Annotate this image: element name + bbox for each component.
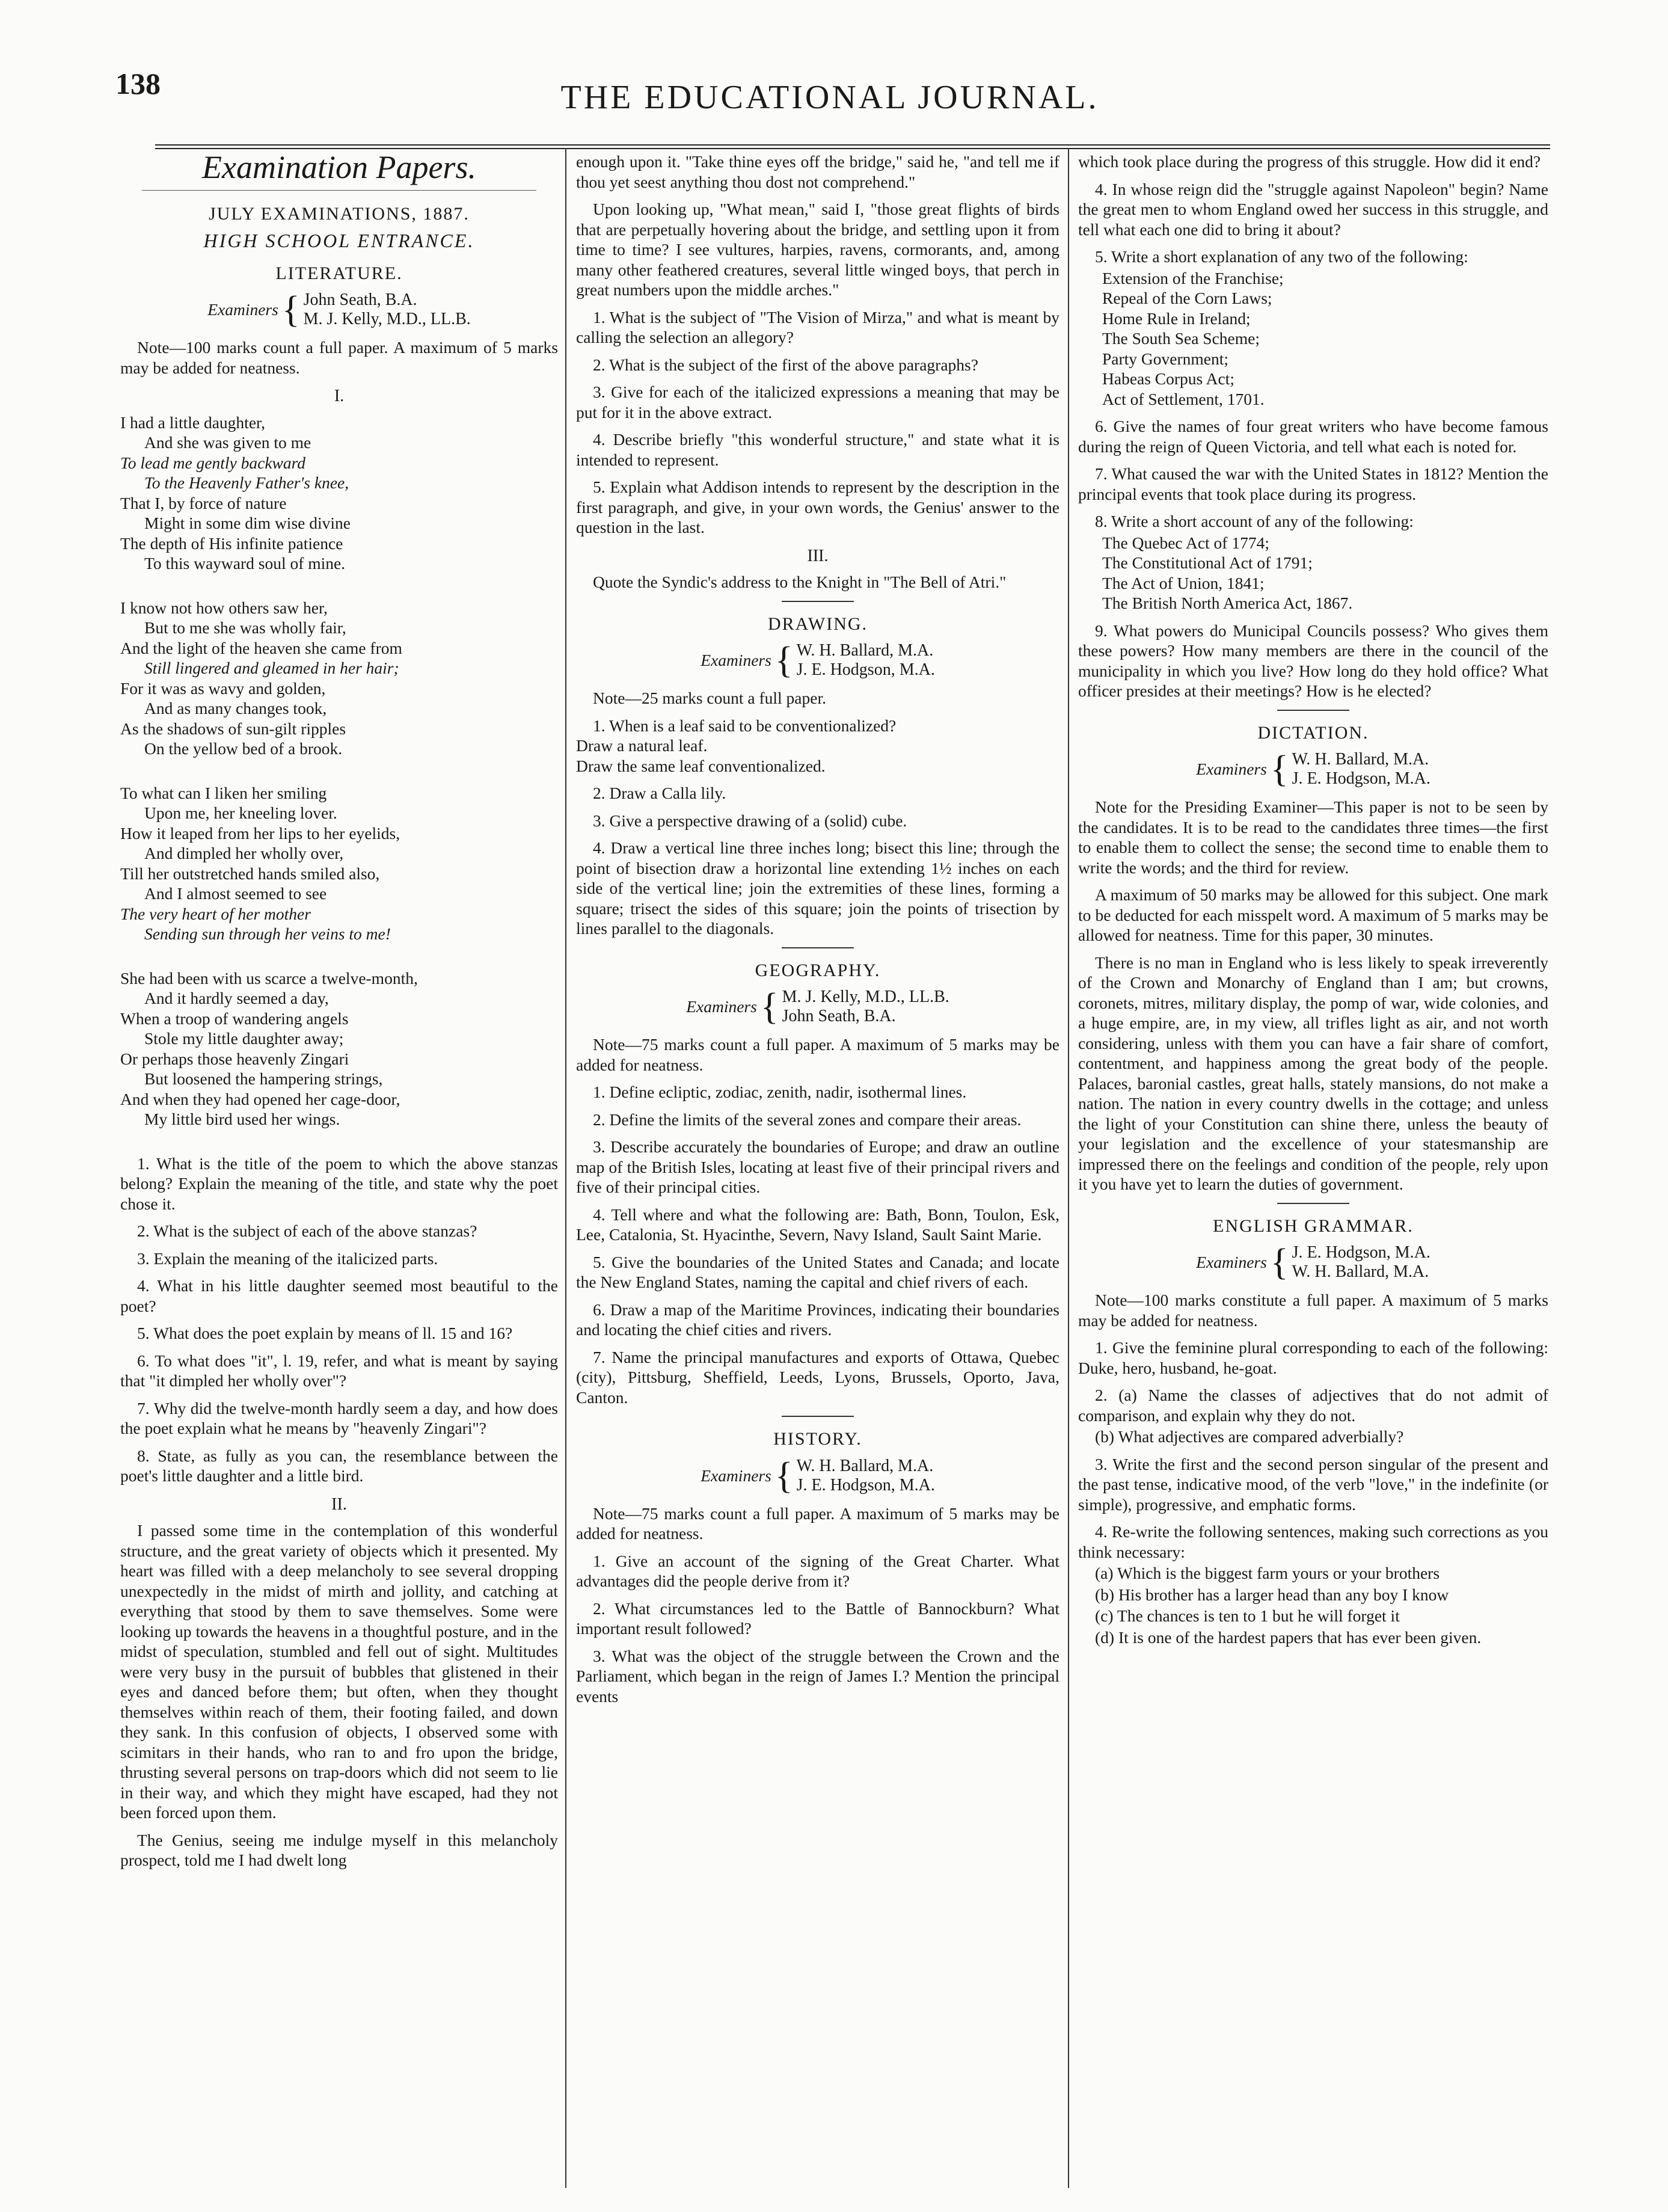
section-rule xyxy=(782,947,854,948)
poem-line: My little bird used her wings. xyxy=(144,1110,340,1128)
note: Note—100 marks constitute a full paper. A maximum of 5 marks may be added for neatness. xyxy=(1078,1291,1548,1330)
prose-paragraph: The Genius, seeing me indulge myself in this melancholy prospect, told me I had dwelt long xyxy=(120,1830,558,1869)
examiner-name: W. H. Ballard, M.A. xyxy=(1292,750,1429,769)
question: 4. In whose reign did the "struggle against Napoleon" begin? Name the great men to whom England owed her success in this struggle, and tell what each one did to bring it about? xyxy=(1078,179,1548,239)
poem-line: When a troop of wandering angels xyxy=(120,1009,349,1028)
item-list xyxy=(1078,268,1548,410)
question: which took place during the progress of this struggle. How did it end? xyxy=(1078,152,1541,171)
list-item: Extension of the Franchise; xyxy=(1102,268,1284,287)
list-item: Home Rule in Ireland; xyxy=(1102,309,1251,328)
poem-line: She had been with us scarce a twelve-month, xyxy=(120,968,418,988)
examiners-block xyxy=(576,988,1059,1026)
poem-line: Still lingered and gleamed in her hair; xyxy=(144,659,399,677)
subject-heading: LITERATURE. xyxy=(275,263,403,283)
question: 7. What caused the war with the United States in 1812? Mention the principal events that took place during its progress. xyxy=(1078,464,1548,503)
list-item: Repeal of the Corn Laws; xyxy=(1102,289,1272,307)
poem-stanza xyxy=(120,783,558,944)
journal-title: THE EDUCATIONAL JOURNAL. xyxy=(560,79,1099,116)
question: 1. Define ecliptic, zodiac, zenith, nadir, isothermal lines. xyxy=(593,1083,967,1101)
poem-line: Till her outstretched hands smiled also, xyxy=(120,864,380,883)
poem-line: And I almost seemed to see xyxy=(144,884,327,903)
question: 4. What in his little daughter seemed most beautiful to the poet? xyxy=(120,1276,558,1315)
question: 3. Explain the meaning of the italicized parts. xyxy=(137,1249,438,1268)
title-rule xyxy=(142,190,536,191)
poem-line: To what can I liken her smiling xyxy=(120,783,327,802)
question: 1. What is the title of the poem to which the above stanzas belong? Explain the meaning of the title, and state why the poet chose it. xyxy=(120,1154,558,1213)
question: 9. What powers do Municipal Councils possess? Who gives them these powers? How many members are there in the council of the municipality in which you live? How long do they hold office? What officer presides at their meetings? How is he elected? xyxy=(1078,621,1548,700)
question-part: (b) What adjectives are compared adverbially? xyxy=(1095,1427,1404,1446)
examiner-name: W. H. Ballard, M.A. xyxy=(796,1456,934,1475)
exam-subtitle: HIGH SCHOOL ENTRANCE. xyxy=(203,230,475,251)
question: 3. Give a perspective drawing of a (solid) cube. xyxy=(593,811,907,830)
question-part: (d) It is one of the hardest papers that has ever been given. xyxy=(1095,1627,1482,1647)
question: Quote the Syndic's address to the Knight in "The Bell of Atri." xyxy=(593,573,1007,591)
examiner-name: J. E. Hodgson, M.A. xyxy=(1292,1243,1430,1262)
poem-stanza xyxy=(120,413,558,574)
question: 7. Name the principal manufactures and exports of Ottawa, Quebec (city), Pittsburg, Sheffield, Leeds, Lyons, Brussels, Oporto, Java, Canton. xyxy=(576,1347,1059,1407)
section-rule xyxy=(782,601,854,602)
poem-line: Or perhaps those heavenly Zingari xyxy=(120,1049,349,1068)
question: 4. Draw a vertical line three inches long; bisect this line; through the point of bisection draw a horizontal line extending 1½ inches on each side of the vertical line; join the extremities of these lines, forming a square; trisect the sides of this square; join the points of trisection by lines parallel to the diagonals. xyxy=(576,838,1059,938)
question: 2. What circumstances led to the Battle of Bannockburn? What important result followed? xyxy=(576,1599,1059,1638)
exam-title: JULY EXAMINATIONS, 1887. xyxy=(209,203,470,224)
poem-line: But to me she was wholly fair, xyxy=(144,618,346,637)
poem-line: To the Heavenly Father's knee, xyxy=(144,473,349,492)
prose-paragraph: I passed some time in the contemplation of this wonderful structure, and the great variety of objects which it presented. My heart was filled with a deep melancholy to see several dropping unexpectedly in the midst of mirth and jollity, and catching at everything that stood by them to save themselves. Some were looking up towards the heavens in a thoughtful posture, and in the midst of speculation, stumbled and fell out of sight. Multitudes were very busy in the pursuit of bubbles that glistened in their eyes and danced before them; but often, when they thought themselves within reach of them, their footing failed, and down they sank. In this confusion of objects, I observed some with scimitars in their hands, who ran to and fro upon the bridge, thrusting several persons on trap-doors which did not seem to lie in their way, and which they might have escaped, had they not been forced upon them. xyxy=(120,1521,558,1822)
question: 2. (a) Name the classes of adjectives that do not admit of comparison, and explain why they do not. xyxy=(1078,1386,1548,1425)
list-item: The Act of Union, 1841; xyxy=(1102,573,1265,592)
poem-line: That I, by force of nature xyxy=(120,493,287,512)
examiners-label: Examiners xyxy=(207,300,278,319)
section-heading: DICTATION. xyxy=(1257,722,1369,743)
list-item: The British North America Act, 1867. xyxy=(1102,594,1353,612)
poem-line: As the shadows of sun-gilt ripples xyxy=(120,719,346,738)
question: 3. Give for each of the italicized expressions a meaning that may be put for it in the above extract. xyxy=(576,382,1059,422)
poem-line: On the yellow bed of a brook. xyxy=(144,739,343,758)
examiners-label: Examiners xyxy=(1196,1253,1267,1272)
section-heading: DRAWING. xyxy=(767,613,868,634)
question: 2. Draw a Calla lily. xyxy=(593,784,726,802)
poem-line: And it hardly seemed a day, xyxy=(144,989,329,1007)
page-number: 138 xyxy=(115,67,161,100)
question: 5. Write a short explanation of any two of the following: xyxy=(1095,247,1468,266)
examiners-block xyxy=(120,290,558,329)
question-part: Draw a natural leaf. xyxy=(576,736,708,755)
item-list xyxy=(1078,533,1548,613)
brace-icon: { xyxy=(774,640,793,681)
question: 1. What is the subject of "The Vision of Mirza," and what is meant by calling the selection an allegory? xyxy=(576,307,1059,346)
list-item: Party Government; xyxy=(1102,349,1229,368)
brace-icon: { xyxy=(774,1455,793,1496)
question: 8. Write a short account of any of the following: xyxy=(1095,512,1414,530)
list-item: The Quebec Act of 1774; xyxy=(1102,533,1269,552)
examiners-block xyxy=(576,1457,1059,1495)
question: 1. Give an account of the signing of the Great Charter. What advantages did the people derive from it? xyxy=(576,1551,1059,1590)
poem-line: And as many changes took, xyxy=(144,699,327,717)
column-divider xyxy=(565,148,566,2188)
poem-line: I know not how others saw her, xyxy=(120,598,328,617)
poem-line: I had a little daughter, xyxy=(120,413,265,432)
poem-line: Might in some dim wise divine xyxy=(144,514,351,532)
poem-line: And when they had opened her cage-door, xyxy=(120,1089,400,1108)
note: Note—25 marks count a full paper. xyxy=(593,689,826,707)
examiner-name: John Seath, B.A. xyxy=(303,290,417,309)
poem-stanza xyxy=(120,598,558,759)
question: 3. Write the first and the second person singular of the present and the past tense, indicative mood, of the verb "love," in the indefinite (or simple), progressive, and emphatic forms. xyxy=(1078,1454,1548,1514)
note: Note—100 marks count a full paper. A maximum of 5 marks may be added for neatness. xyxy=(120,338,558,377)
question: 2. What is the subject of each of the above stanzas? xyxy=(137,1221,477,1240)
header-rule xyxy=(155,144,1550,149)
section-rule xyxy=(1277,710,1349,711)
prose-paragraph: Upon looking up, "What mean," said I, "those great flights of birds that are perpetually hovering about the bridge, and settling upon it from time to time? I see vultures, harpies, ravens, cormorants, and, among many other feathered creatures, several little winged boys, that perch in great numbers upon the middle arches." xyxy=(576,200,1059,299)
section-heading: GEOGRAPHY. xyxy=(755,960,881,980)
poem-line: For it was as wavy and golden, xyxy=(120,678,326,698)
note: Note—75 marks count a full paper. A maximum of 5 marks may be added for neatness. xyxy=(576,1504,1059,1543)
question: 6. Give the names of four great writers who have become famous during the reign of Queen Victoria, and tell what each is noted for. xyxy=(1078,417,1548,456)
question: 5. Give the boundaries of the United States and Canada; and locate the New England States, naming the capital and chief rivers of each. xyxy=(576,1252,1059,1291)
column-1 xyxy=(120,152,558,2176)
examiner-name: W. H. Ballard, M.A. xyxy=(1292,1262,1429,1281)
question: 4. Tell where and what the following are: Bath, Bonn, Toulon, Esk, Lee, Catalonia, St. Hyacinthe, Severn, Navy Island, Sault Saint Marie. xyxy=(576,1205,1059,1244)
page-header xyxy=(0,0,1668,144)
brace-icon: { xyxy=(1270,749,1289,790)
question-part: (b) His brother has a larger head than any boy I know xyxy=(1095,1585,1449,1604)
note: A maximum of 50 marks may be allowed for this subject. One mark to be deducted for each misspelt word. A maximum of 5 marks may be allowed for neatness. Time for this paper, 30 minutes. xyxy=(1078,885,1548,944)
column-2 xyxy=(576,152,1059,2176)
examiners-block xyxy=(576,641,1059,680)
section-rule xyxy=(1277,1203,1349,1204)
poem-stanza xyxy=(120,968,558,1129)
question-part: (a) Which is the biggest farm yours or your brothers xyxy=(1095,1564,1440,1582)
poem-line: Upon me, her kneeling lover. xyxy=(144,803,337,822)
question: 4. Describe briefly "this wonderful structure," and state what it is intended to represent. xyxy=(576,430,1059,469)
question: 1. When is a leaf said to be conventionalized? xyxy=(593,716,897,735)
poem-line: The depth of His infinite patience xyxy=(120,533,343,553)
examiner-name: J. E. Hodgson, M.A. xyxy=(796,660,935,679)
list-item: Act of Settlement, 1701. xyxy=(1102,389,1265,408)
section-title: Examination Papers. xyxy=(202,152,476,185)
examiner-name: M. J. Kelly, M.D., LL.B. xyxy=(782,988,949,1006)
list-item: The South Sea Scheme; xyxy=(1102,329,1260,348)
brace-icon: { xyxy=(760,986,779,1027)
question: 8. State, as fully as you can, the resemblance between the poet's little daughter and a little bird. xyxy=(120,1446,558,1485)
examiner-name: W. H. Ballard, M.A. xyxy=(796,641,934,660)
poem-line: Sending sun through her veins to me! xyxy=(144,924,391,943)
question: 4. Re-write the following sentences, making such corrections as you think necessary: xyxy=(1078,1522,1548,1561)
column-3 xyxy=(1078,152,1548,2176)
poem-line: And she was given to me xyxy=(144,433,311,452)
examiner-name: J. E. Hodgson, M.A. xyxy=(796,1475,935,1495)
examiners-block xyxy=(1078,750,1548,788)
poem-line: How it leaped from her lips to her eyelids, xyxy=(120,823,400,843)
poem-line: To lead me gently backward xyxy=(120,453,306,472)
note: Note—75 marks count a full paper. A maximum of 5 marks may be added for neatness. xyxy=(576,1035,1059,1074)
poem-line: To this wayward soul of mine. xyxy=(144,554,346,573)
question: 6. Draw a map of the Maritime Provinces, indicating their boundaries and locating the chief cities and rivers. xyxy=(576,1300,1059,1339)
examiners-block xyxy=(1078,1243,1548,1282)
brace-icon: { xyxy=(1270,1242,1289,1283)
question-part: (c) The chances is ten to 1 but he will forget it xyxy=(1095,1606,1400,1625)
part-number: III. xyxy=(807,546,829,565)
question: 3. Describe accurately the boundaries of Europe; and draw an outline map of the British Isles, locating at least five of their principal rivers and five of their principal cities. xyxy=(576,1137,1059,1196)
poem-line: And the light of the heaven she came from xyxy=(120,638,402,657)
question: 1. Give the feminine plural corresponding to each of the following: Duke, hero, husband, he-goat. xyxy=(1078,1338,1548,1377)
section-rule xyxy=(782,1416,854,1417)
question: 2. What is the subject of the first of the above paragraphs? xyxy=(593,355,978,374)
question: 5. What does the poet explain by means of ll. 15 and 16? xyxy=(137,1324,513,1342)
part-number: I. xyxy=(334,387,345,405)
examiners-label: Examiners xyxy=(686,997,757,1016)
examiners-label: Examiners xyxy=(1196,760,1267,779)
dictation-passage: There is no man in England who is less likely to speak irreverently of the Crown and Monarchy of England than I am; but crowns, coronets, mitres, military display, the pomp of war, wide colonies, and a huge empire, are, in my view, all trifles light as air, and not worth considering, unless with them you can have a fair share of comfort, contentment, and happiness among the great body of the people. Palaces, baronial castles, great halls, stately mansions, do not make a nation. The nation in every country dwells in the cottage; and unless the light of your Constitution can shine there, unless the beauty of your legislation and the excellence of your statesmanship are impressed there on the feelings and condition of the people, rely upon it you have yet to learn the duties of government. xyxy=(1078,953,1548,1193)
examiner-name: M. J. Kelly, M.D., LL.B. xyxy=(303,310,471,328)
poem-line: But loosened the hampering strings, xyxy=(144,1069,383,1088)
question: 2. Define the limits of the several zones and compare their areas. xyxy=(593,1110,1022,1129)
list-item: The Constitutional Act of 1791; xyxy=(1102,553,1313,572)
note: Note for the Presiding Examiner—This paper is not to be seen by the candidates. It is to be read to the candidates three times—the first to enable them to collect the sense; the second time to enable them to write the words; and the third for review. xyxy=(1078,797,1548,877)
examiner-name: J. E. Hodgson, M.A. xyxy=(1292,769,1430,788)
part-number: II. xyxy=(331,1495,347,1514)
prose-paragraph: enough upon it. "Take thine eyes off the bridge," said he, "and tell me if thou yet seest anything thou dost not comprehend." xyxy=(576,152,1059,191)
question: 3. What was the object of the struggle between the Crown and the Parliament, which began in the reign of James I.? Mention the principal events xyxy=(576,1646,1059,1706)
section-heading: ENGLISH GRAMMAR. xyxy=(1213,1215,1414,1236)
question: 5. Explain what Addison intends to represent by the description in the first paragraph, and give, in your own words, the Genius' answer to the question in the last. xyxy=(576,478,1059,536)
section-heading: HISTORY. xyxy=(773,1429,862,1449)
question: 6. To what does "it", l. 19, refer, and what is meant by saying that "it dimpled her wholly over"? xyxy=(120,1351,558,1390)
poem-line: Stole my little daughter away; xyxy=(144,1029,344,1048)
list-item: Habeas Corpus Act; xyxy=(1102,369,1234,388)
examiners-label: Examiners xyxy=(701,651,771,670)
examiners-label: Examiners xyxy=(701,1466,771,1485)
examiner-name: John Seath, B.A. xyxy=(782,1007,896,1025)
question-part: Draw the same leaf conventionalized. xyxy=(576,756,826,775)
brace-icon: { xyxy=(281,289,300,330)
question: 7. Why did the twelve-month hardly seem a day, and how does the poet explain what he means by "heavenly Zingari"? xyxy=(120,1398,558,1437)
poem-line: The very heart of her mother xyxy=(120,904,311,923)
column-divider xyxy=(1068,148,1069,2188)
poem-line: And dimpled her wholly over, xyxy=(144,844,344,862)
